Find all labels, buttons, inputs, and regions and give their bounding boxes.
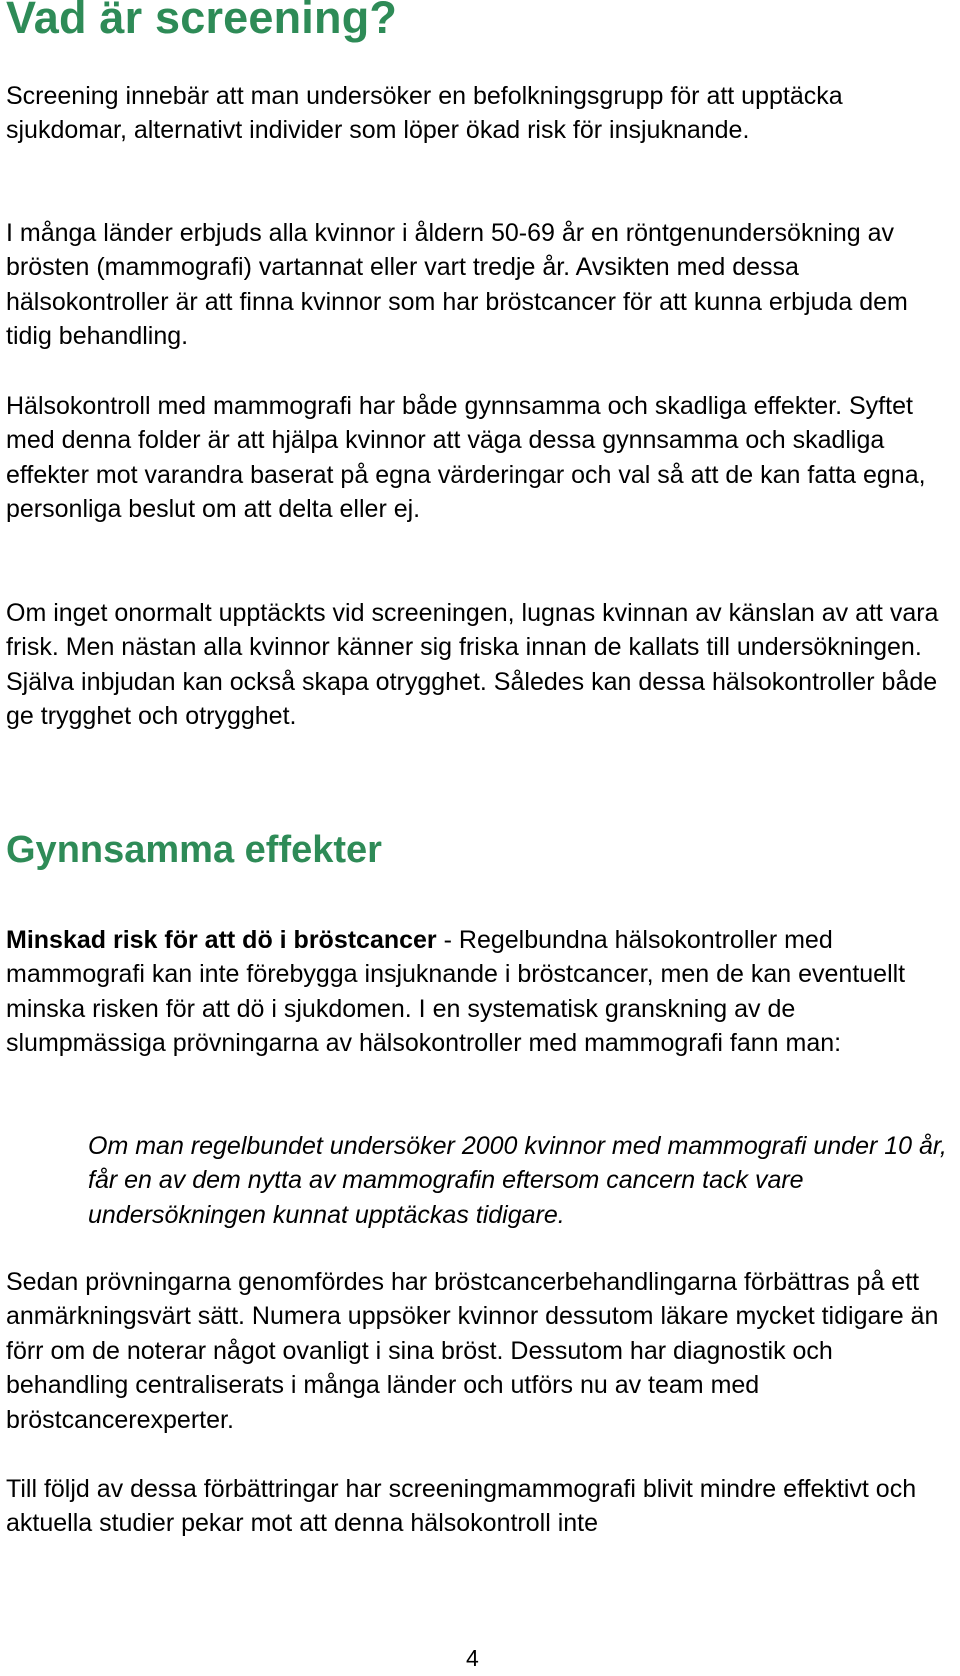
paragraph-effectiveness: Till följd av dessa förbättringar har screeningmammografi blivit mindre effektivt och aktuella studier pekar mot att denna hälsokontroll inte [6,1475,917,1538]
section-heading-benefits: Gynnsamma effekter [6,829,382,871]
paragraph-bold-lead: Minskad risk för att dö i bröstcancer [6,926,437,954]
intro-paragraph: Screening innebär att man undersöker en befolkningsgrupp för att upptäcka sjukdomar, alternativt individer som löper ökad risk för insjuknande. [6,82,843,145]
page-title: Vad är screening? [6,0,398,43]
paragraph-mammography-offer: I många länder erbjuds alla kvinnor i åldern 50-69 år en röntgenundersökning av brösten (mammografi) vartannat eller vart tredje år. Avsikten med dessa hälsokontroller är att finna kvinnor som har bröstcancer för att kunna erbjuda dem tidig behandling. [6,219,908,351]
paragraph-reduced-risk [6,923,951,1061]
italic-quote: Om man regelbundet undersöker 2000 kvinnor med mammografi under 10 år, får en av dem nytta av mammografin eftersom cancern tack vare undersökningen kunnat upptäckas tidigare. [88,1132,947,1229]
page-number: 4 [466,1645,479,1671]
paragraph-treatment-improvements: Sedan prövningarna genomfördes har bröstcancerbehandlingarna förbättras på ett anmärkningsvärt sätt. Numera uppsöker kvinnor dessutom läkare mycket tidigare än förr om de noterar något ovanligt i sina bröst. Dessutom har diagnostik och behandling centraliserats i många länder och utförs nu av team med bröstcancerexperter. [6,1268,939,1434]
paragraph-effects: Hälsokontroll med mammografi har både gynnsamma och skadliga effekter. Syftet med denna folder är att hjälpa kvinnor att väga dessa gynnsamma och skadliga effekter mot varandra baserat på egna värderingar och val så att de kan fatta egna, personliga beslut om att delta eller ej. [6,392,926,524]
paragraph-body-text: - Regelbundna hälsokontroller med mammografi kan inte förebygga insjuknande i bröstcancer, men de kan eventuellt minska risken för att dö i sjukdomen. I en systematisk granskning av de slumpmässiga prövningarna av hälsokontroller med mammografi fann man: [6,926,906,1058]
paragraph-reassurance: Om inget onormalt upptäckts vid screeningen, lugnas kvinnan av känslan av att vara frisk. Men nästan alla kvinnor känner sig friska innan de kallats till undersökningen. Själva inbjudan kan också skapa otrygghet. Således kan dessa hälsokontroller både ge trygghet och otrygghet. [6,599,939,731]
